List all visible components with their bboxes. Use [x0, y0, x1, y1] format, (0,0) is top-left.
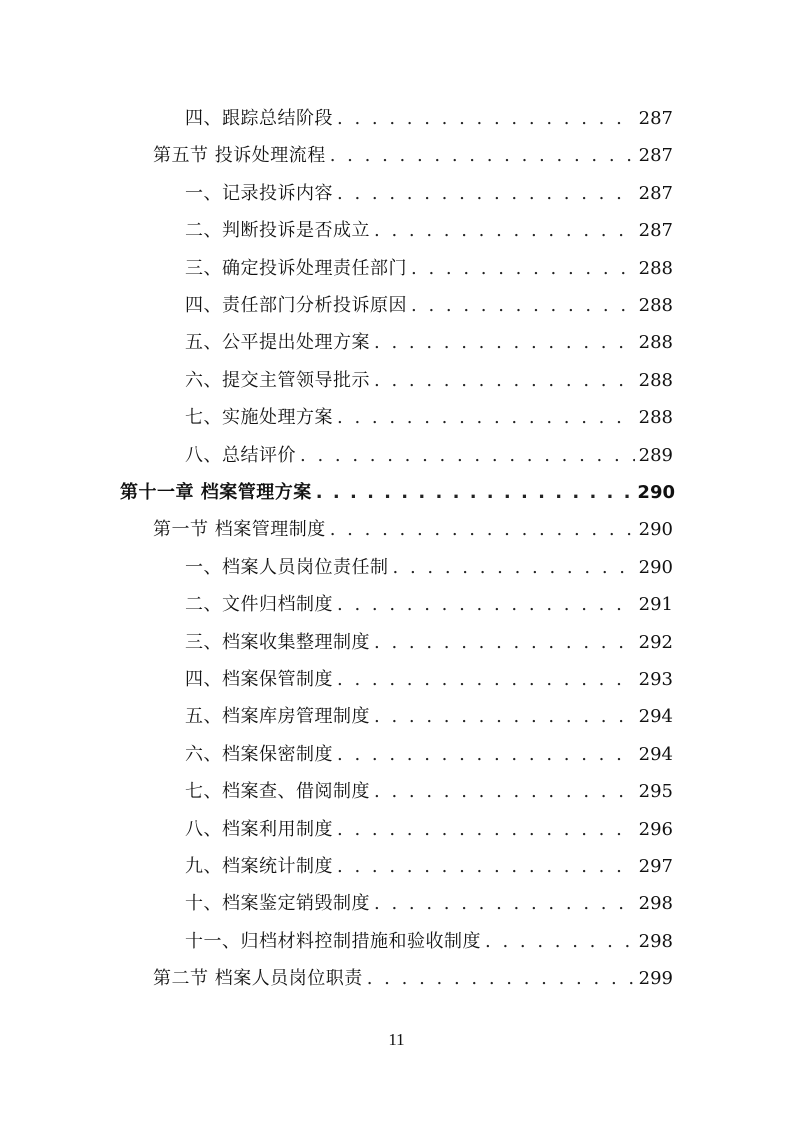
- toc-entry-page: 290: [637, 482, 675, 503]
- dot-leader: [393, 549, 635, 586]
- dot-leader: [337, 175, 635, 212]
- toc-entry-page: 290: [638, 519, 673, 541]
- dot-leader: [330, 511, 635, 548]
- toc-entry-title: 十一、归档材料控制措施和验收制度: [185, 930, 481, 952]
- toc-entry-title: 第二节 档案人员岗位职责: [153, 968, 363, 990]
- toc-entry-title: 第一节 档案管理制度: [153, 519, 326, 541]
- dot-leader: [374, 698, 635, 735]
- toc-entry-page: 288: [638, 295, 673, 316]
- toc-entry-item[interactable]: [185, 100, 673, 137]
- dot-leader: [330, 137, 635, 174]
- dot-leader: [367, 960, 635, 997]
- toc-entry-item[interactable]: [185, 324, 673, 361]
- toc-entry-title: 十、档案鉴定销毁制度: [185, 893, 370, 915]
- toc-entry-title: 四、档案保管制度: [185, 669, 333, 690]
- toc-entry-item[interactable]: [185, 287, 673, 324]
- toc-entry-item[interactable]: [185, 399, 673, 436]
- dot-leader: [300, 437, 635, 474]
- toc-entry-chapter[interactable]: [120, 474, 675, 511]
- toc-entry-title: 二、判断投诉是否成立: [185, 220, 370, 242]
- dot-leader: [337, 399, 635, 436]
- toc-entry-title: 第五节 投诉处理流程: [153, 145, 326, 167]
- toc-entry-item[interactable]: [185, 175, 673, 212]
- dot-leader: [337, 586, 635, 623]
- toc-entry-page: 287: [638, 220, 673, 242]
- dot-leader: [337, 848, 635, 885]
- toc-entry-page: 299: [638, 968, 673, 990]
- toc-entry-page: 297: [638, 856, 673, 877]
- toc-entry-page: 298: [638, 893, 673, 915]
- toc-entry-title: 七、档案查、借阅制度: [185, 781, 370, 803]
- toc-entry-title: 一、记录投诉内容: [185, 182, 333, 204]
- toc-entry-title: 六、提交主管领导批示: [185, 369, 370, 391]
- toc-entry-page: 294: [638, 706, 673, 728]
- dot-leader: [337, 100, 635, 137]
- toc-entry-item[interactable]: [185, 848, 673, 885]
- toc-entry-page: 296: [638, 818, 673, 840]
- dot-leader: [337, 661, 635, 698]
- toc-entry-page: 287: [638, 182, 673, 204]
- toc-entry-item[interactable]: [185, 885, 673, 922]
- toc-entry-page: 289: [638, 444, 673, 466]
- toc-entry-title: 四、跟踪总结阶段: [185, 108, 333, 129]
- toc-entry-title: 二、文件归档制度: [185, 594, 333, 616]
- toc-entry-title: 七、实施处理方案: [185, 407, 333, 429]
- toc-entry-page: 292: [638, 631, 673, 653]
- page-number: 11: [388, 1030, 405, 1049]
- dot-leader: [411, 250, 635, 287]
- toc-entry-title: 五、档案库房管理制度: [185, 706, 370, 728]
- dot-leader: [374, 324, 635, 361]
- toc-entry-title: 九、档案统计制度: [185, 856, 333, 877]
- toc-entry-title: 三、确定投诉处理责任部门: [185, 257, 407, 279]
- toc-entry-item[interactable]: [185, 212, 673, 249]
- toc-entry-title: 六、档案保密制度: [185, 743, 333, 765]
- dot-leader: [337, 811, 635, 848]
- toc-entry-item[interactable]: [185, 586, 673, 623]
- toc-entry-item[interactable]: [185, 624, 673, 661]
- dot-leader: [374, 624, 635, 661]
- dot-leader: [411, 287, 635, 324]
- toc-entry-page: 287: [638, 145, 673, 167]
- dot-leader: [374, 885, 635, 922]
- toc-entry-title: 五、公平提出处理方案: [185, 332, 370, 354]
- dot-leader: [485, 923, 635, 960]
- toc-entry-page: 298: [638, 930, 673, 952]
- toc-entry-item[interactable]: [185, 250, 673, 287]
- toc-entry-page: 288: [638, 407, 673, 429]
- toc-entry-item[interactable]: [185, 549, 673, 586]
- dot-leader: [374, 362, 635, 399]
- toc-entry-page: 293: [638, 669, 673, 690]
- toc-entry-item[interactable]: [185, 773, 673, 810]
- toc-entry-page: 288: [638, 369, 673, 391]
- toc-entry-item[interactable]: [185, 698, 673, 735]
- toc-entry-title: 八、档案利用制度: [185, 818, 333, 840]
- dot-leader: [316, 474, 634, 511]
- toc-entry-title: 三、档案收集整理制度: [185, 631, 370, 653]
- toc-entry-title: 一、档案人员岗位责任制: [185, 556, 389, 578]
- toc-entry-item[interactable]: [185, 736, 673, 773]
- dot-leader: [337, 736, 635, 773]
- toc-entry-page: 288: [638, 332, 673, 354]
- dot-leader: [374, 773, 635, 810]
- toc-entry-title: 四、责任部门分析投诉原因: [185, 295, 407, 316]
- toc-entry-title: 第十一章 档案管理方案: [120, 482, 312, 503]
- toc-entry-page: 295: [638, 781, 673, 803]
- toc-entry-item[interactable]: [185, 437, 673, 474]
- toc-entry-page: 290: [638, 556, 673, 578]
- toc-entry-page: 287: [638, 108, 673, 129]
- toc-entry-item[interactable]: [185, 923, 673, 960]
- toc-entry-section[interactable]: [153, 511, 673, 548]
- toc-entry-item[interactable]: [185, 811, 673, 848]
- toc-entry-page: 288: [638, 257, 673, 279]
- toc-entry-section[interactable]: [153, 960, 673, 997]
- toc-entry-item[interactable]: [185, 362, 673, 399]
- toc-entry-title: 八、总结评价: [185, 444, 296, 466]
- dot-leader: [374, 212, 635, 249]
- toc-entry-item[interactable]: [185, 661, 673, 698]
- toc-entry-section[interactable]: [153, 137, 673, 174]
- toc-entry-page: 294: [638, 743, 673, 765]
- toc-entry-page: 291: [638, 594, 673, 616]
